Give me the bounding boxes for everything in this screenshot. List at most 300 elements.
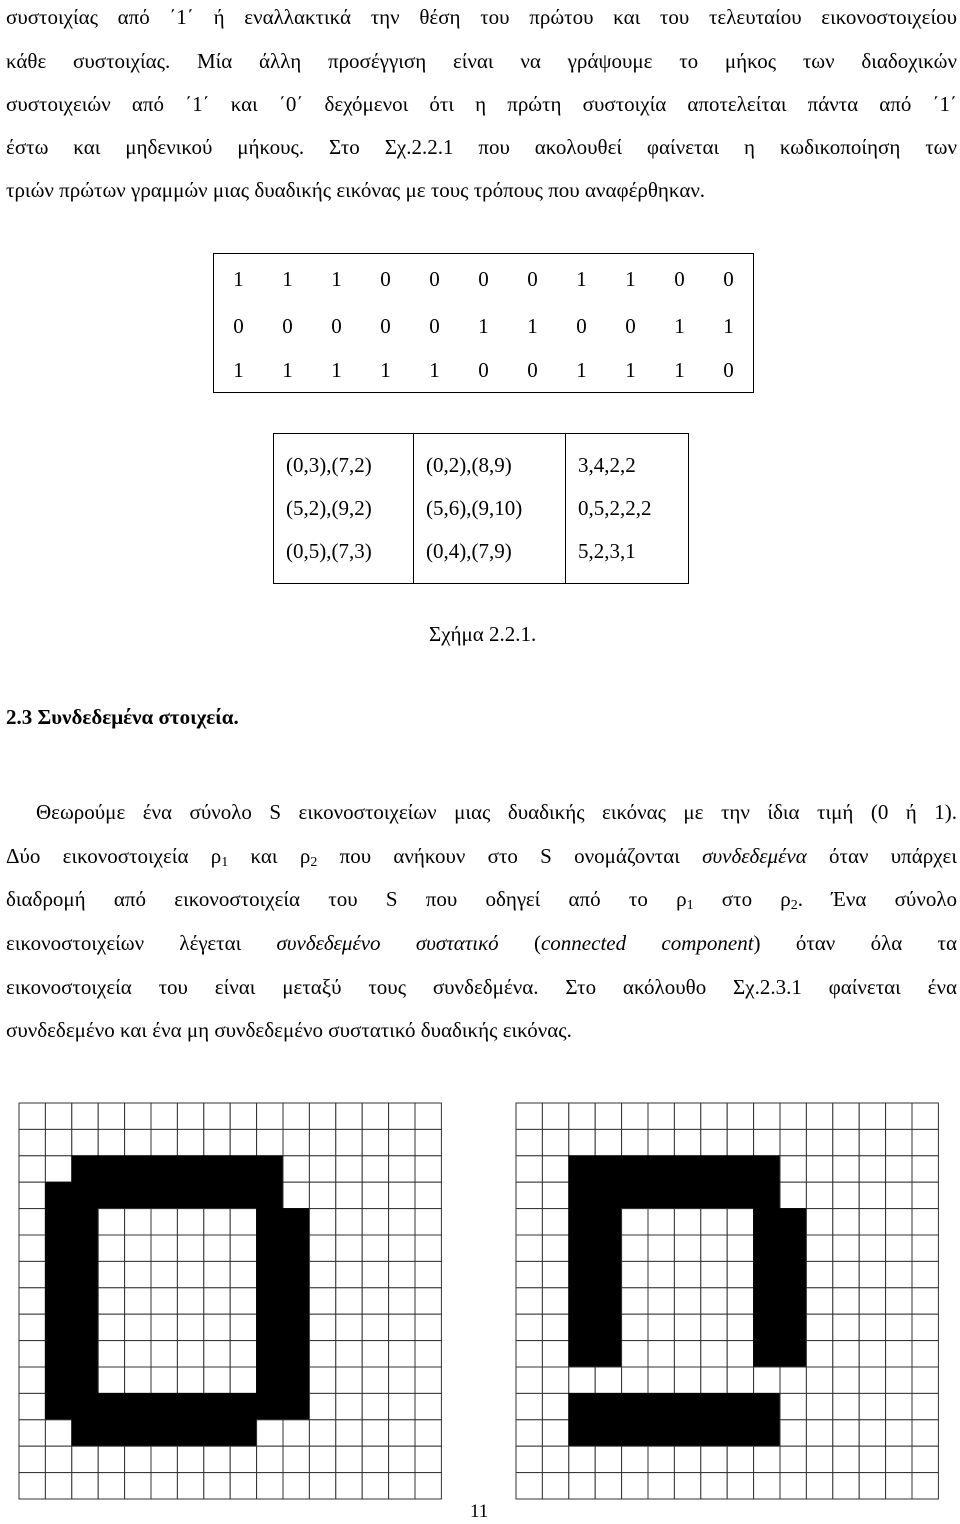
- pixel-off: [336, 1393, 362, 1419]
- pixel-on: [569, 1182, 595, 1208]
- pixel-on: [595, 1209, 621, 1235]
- pixel-off: [912, 1129, 938, 1155]
- pixel-on: [45, 1182, 71, 1208]
- pixel-off: [72, 1103, 98, 1129]
- pixel-on: [230, 1420, 256, 1446]
- bit-cell: 1: [478, 313, 489, 338]
- paragraph-2-line-6: συνδεδεμένο και ένα μη συνδεδεμένο συστατικό δυαδικής εικόνας.: [6, 1018, 572, 1042]
- pixel-on: [72, 1367, 98, 1393]
- pixel-off: [569, 1473, 595, 1499]
- pixel-off: [859, 1341, 885, 1367]
- pixel-off: [622, 1341, 648, 1367]
- pixel-off: [780, 1446, 806, 1472]
- pixel-off: [151, 1473, 177, 1499]
- pixel-off: [362, 1288, 388, 1314]
- pixel-off: [362, 1103, 388, 1129]
- pixel-off: [595, 1473, 621, 1499]
- pixel-off: [806, 1473, 832, 1499]
- encoding-cell: 3,4,2,2: [578, 453, 636, 477]
- pixel-off: [622, 1129, 648, 1155]
- pixel-off: [389, 1288, 415, 1314]
- pixel-on: [595, 1393, 621, 1419]
- pixel-on: [780, 1261, 806, 1287]
- pixel-off: [727, 1129, 753, 1155]
- pixel-off: [283, 1182, 309, 1208]
- pixel-on: [780, 1209, 806, 1235]
- pixel-off: [283, 1156, 309, 1182]
- pixel-off: [859, 1182, 885, 1208]
- pixel-off: [542, 1288, 568, 1314]
- pixel-off: [595, 1367, 621, 1393]
- pixel-off: [886, 1341, 912, 1367]
- text-run: που ανήκουν στο S ονομάζονται: [317, 844, 703, 868]
- pixel-on: [780, 1341, 806, 1367]
- pixel-on: [569, 1393, 595, 1419]
- pixel-off: [177, 1367, 203, 1393]
- pixel-off: [389, 1393, 415, 1419]
- pixel-off: [309, 1446, 335, 1472]
- pixel-on: [595, 1261, 621, 1287]
- pixel-off: [701, 1288, 727, 1314]
- pixel-on: [45, 1209, 71, 1235]
- pixel-off: [542, 1235, 568, 1261]
- pixel-off: [230, 1314, 256, 1340]
- pixel-off: [98, 1103, 124, 1129]
- pixel-off: [727, 1314, 753, 1340]
- pixel-off: [859, 1473, 885, 1499]
- pixel-off: [204, 1446, 230, 1472]
- pixel-on: [595, 1341, 621, 1367]
- pixel-off: [516, 1420, 542, 1446]
- pixel-off: [674, 1446, 700, 1472]
- pixel-off: [362, 1341, 388, 1367]
- encoding-cell: (0,2),(8,9): [426, 453, 512, 477]
- pixel-off: [204, 1288, 230, 1314]
- pixel-off: [151, 1261, 177, 1287]
- pixel-off: [309, 1261, 335, 1287]
- pixel-on: [283, 1261, 309, 1287]
- pixel-off: [569, 1367, 595, 1393]
- pixel-off: [542, 1209, 568, 1235]
- pixel-on: [754, 1156, 780, 1182]
- pixel-off: [257, 1103, 283, 1129]
- pixel-off: [622, 1473, 648, 1499]
- pixel-off: [806, 1367, 832, 1393]
- pixel-off: [780, 1367, 806, 1393]
- pixel-off: [309, 1473, 335, 1499]
- paragraph-2-line-5: εικονοστοιχεία του είναι μεταξύ τους συνδεδμένα. Στο ακόλουθο Σχ.2.3.1 φαίνεται ένα: [6, 975, 957, 999]
- encoding-cell: (0,5),(7,3): [286, 539, 372, 563]
- pixel-on: [595, 1420, 621, 1446]
- pixel-on: [257, 1367, 283, 1393]
- pixel-off: [309, 1182, 335, 1208]
- pixel-off: [542, 1182, 568, 1208]
- pixel-off: [283, 1420, 309, 1446]
- pixel-off: [45, 1420, 71, 1446]
- pixel-off: [833, 1341, 859, 1367]
- pixel-off: [19, 1341, 45, 1367]
- pixel-off: [389, 1129, 415, 1155]
- pixel-off: [859, 1261, 885, 1287]
- pixel-off: [886, 1420, 912, 1446]
- pixel-on: [151, 1420, 177, 1446]
- pixel-off: [833, 1420, 859, 1446]
- pixel-off: [886, 1209, 912, 1235]
- pixel-off: [833, 1288, 859, 1314]
- pixel-on: [230, 1393, 256, 1419]
- pixel-off: [230, 1288, 256, 1314]
- bit-cell: 0: [380, 313, 391, 338]
- pixel-off: [362, 1314, 388, 1340]
- pixel-off: [622, 1235, 648, 1261]
- pixel-off: [859, 1288, 885, 1314]
- pixel-on: [674, 1182, 700, 1208]
- pixel-off: [389, 1314, 415, 1340]
- pixel-on: [283, 1314, 309, 1340]
- pixel-off: [336, 1156, 362, 1182]
- pixel-off: [542, 1314, 568, 1340]
- pixel-off: [674, 1235, 700, 1261]
- pixel-off: [780, 1473, 806, 1499]
- bit-cell: 0: [674, 266, 685, 291]
- bit-cell: 1: [233, 266, 244, 291]
- pixel-off: [362, 1420, 388, 1446]
- pixel-on: [569, 1156, 595, 1182]
- binary-row: [214, 254, 754, 305]
- pixel-off: [362, 1473, 388, 1499]
- pixel-off: [389, 1235, 415, 1261]
- pixel-off: [309, 1288, 335, 1314]
- pixel-off: [45, 1129, 71, 1155]
- pixel-off: [806, 1341, 832, 1367]
- text-run: . Ένα σύνολο: [797, 887, 957, 911]
- pixel-on: [257, 1288, 283, 1314]
- pixel-on: [622, 1420, 648, 1446]
- pixel-on: [125, 1182, 151, 1208]
- pixel-on: [701, 1156, 727, 1182]
- pixel-off: [309, 1129, 335, 1155]
- pixel-on: [727, 1420, 753, 1446]
- pixel-on: [257, 1393, 283, 1419]
- pixel-off: [19, 1473, 45, 1499]
- bit-cell: 1: [625, 357, 636, 382]
- bit-cell: 0: [527, 266, 538, 291]
- pixel-off: [727, 1288, 753, 1314]
- pixel-off: [806, 1129, 832, 1155]
- pixel-off: [125, 1103, 151, 1129]
- pixel-on: [151, 1156, 177, 1182]
- pixel-off: [780, 1420, 806, 1446]
- pixel-off: [542, 1393, 568, 1419]
- pixel-off: [151, 1209, 177, 1235]
- pixel-off: [125, 1341, 151, 1367]
- pixel-off: [204, 1103, 230, 1129]
- encoding-cell: 0,5,2,2,2: [578, 496, 652, 520]
- pixel-off: [859, 1129, 885, 1155]
- pixel-off: [177, 1129, 203, 1155]
- paragraph-1-line-5: τριών πρώτων γραμμών μιας δυαδικής εικόνας με τους τρόπους που αναφέρθηκαν.: [6, 178, 706, 202]
- pixel-on: [257, 1209, 283, 1235]
- pixel-on: [622, 1393, 648, 1419]
- pixel-on: [569, 1209, 595, 1235]
- pixel-off: [230, 1446, 256, 1472]
- pixel-on: [283, 1341, 309, 1367]
- pixel-off: [336, 1261, 362, 1287]
- pixel-off: [389, 1341, 415, 1367]
- bit-cell: 1: [331, 357, 342, 382]
- binary-row: [214, 348, 754, 393]
- pixel-on: [72, 1393, 98, 1419]
- pixel-off: [859, 1156, 885, 1182]
- pixel-off: [45, 1156, 71, 1182]
- text-run: στο ρ: [693, 887, 791, 911]
- pixel-on: [754, 1288, 780, 1314]
- pixel-on: [151, 1182, 177, 1208]
- text-run: όταν υπάρχει: [806, 844, 957, 868]
- pixel-off: [886, 1261, 912, 1287]
- pixel-off: [516, 1446, 542, 1472]
- pixel-on: [125, 1420, 151, 1446]
- pixel-on: [569, 1235, 595, 1261]
- pixel-off: [674, 1129, 700, 1155]
- pixel-off: [257, 1473, 283, 1499]
- pixel-off: [336, 1341, 362, 1367]
- bit-cell: 1: [282, 266, 293, 291]
- pixel-off: [415, 1367, 441, 1393]
- paragraph-1-line-2: κάθε συστοιχίας. Μία άλλη προσέγγιση είναι να γράψουμε το μήκος των διαδοχικών: [6, 49, 957, 73]
- pixel-off: [389, 1182, 415, 1208]
- pixel-on: [72, 1314, 98, 1340]
- pixel-off: [912, 1393, 938, 1419]
- pixel-off: [542, 1473, 568, 1499]
- pixel-off: [859, 1103, 885, 1129]
- pixel-off: [415, 1129, 441, 1155]
- pixel-on: [177, 1420, 203, 1446]
- pixel-off: [648, 1288, 674, 1314]
- pixel-off: [19, 1129, 45, 1155]
- pixel-off: [912, 1420, 938, 1446]
- pixel-off: [309, 1393, 335, 1419]
- pixel-off: [542, 1446, 568, 1472]
- italic-term: συνδεδεμένα: [702, 844, 807, 868]
- pixel-off: [177, 1261, 203, 1287]
- pixel-off: [859, 1393, 885, 1419]
- bit-cell: 1: [331, 266, 342, 291]
- pixel-on: [754, 1261, 780, 1287]
- pixel-off: [833, 1314, 859, 1340]
- pixel-off: [336, 1420, 362, 1446]
- text-run: και ρ: [228, 844, 311, 868]
- pixel-on: [283, 1209, 309, 1235]
- pixel-on: [648, 1420, 674, 1446]
- pixel-off: [886, 1182, 912, 1208]
- pixel-off: [701, 1446, 727, 1472]
- pixel-off: [98, 1129, 124, 1155]
- pixel-off: [806, 1446, 832, 1472]
- encoding-cell: (0,3),(7,2): [286, 453, 372, 477]
- pixel-on: [595, 1156, 621, 1182]
- pixel-off: [912, 1235, 938, 1261]
- pixel-off: [542, 1367, 568, 1393]
- pixel-off: [336, 1103, 362, 1129]
- pixel-on: [674, 1393, 700, 1419]
- pixel-off: [648, 1446, 674, 1472]
- pixel-off: [516, 1209, 542, 1235]
- pixel-off: [45, 1103, 71, 1129]
- pixel-off: [19, 1235, 45, 1261]
- pixel-off: [780, 1393, 806, 1419]
- pixel-off: [309, 1235, 335, 1261]
- pixel-off: [806, 1103, 832, 1129]
- pixel-on: [569, 1288, 595, 1314]
- pixel-off: [727, 1367, 753, 1393]
- pixel-on: [727, 1182, 753, 1208]
- pixel-off: [98, 1367, 124, 1393]
- pixel-off: [230, 1261, 256, 1287]
- pixel-off: [415, 1288, 441, 1314]
- pixel-off: [19, 1103, 45, 1129]
- encoding-cell: (5,6),(9,10): [426, 496, 523, 520]
- pixel-off: [806, 1288, 832, 1314]
- paragraph-1-line-4: έστω και μηδενικού μήκους. Στο Σχ.2.2.1 που ακολουθεί φαίνεται η κωδικοποίηση των: [6, 135, 957, 159]
- pixel-off: [674, 1314, 700, 1340]
- binary-row: [214, 304, 754, 348]
- pixel-off: [177, 1446, 203, 1472]
- pixel-off: [516, 1261, 542, 1287]
- pixel-off: [98, 1473, 124, 1499]
- pixel-off: [912, 1182, 938, 1208]
- pixel-off: [389, 1446, 415, 1472]
- pixel-off: [542, 1261, 568, 1287]
- pixel-off: [283, 1103, 309, 1129]
- pixel-off: [833, 1235, 859, 1261]
- pixel-off: [622, 1314, 648, 1340]
- pixel-off: [648, 1341, 674, 1367]
- pixel-off: [151, 1367, 177, 1393]
- pixel-off: [98, 1341, 124, 1367]
- pixel-off: [754, 1129, 780, 1155]
- bit-cell: 0: [429, 266, 440, 291]
- pixel-off: [389, 1261, 415, 1287]
- pixel-off: [886, 1314, 912, 1340]
- pixel-off: [415, 1103, 441, 1129]
- pixel-off: [389, 1156, 415, 1182]
- pixel-off: [833, 1209, 859, 1235]
- bit-cell: 0: [576, 313, 587, 338]
- pixel-off: [516, 1393, 542, 1419]
- pixel-off: [806, 1235, 832, 1261]
- pixel-off: [886, 1103, 912, 1129]
- pixel-off: [542, 1103, 568, 1129]
- pixel-on: [569, 1314, 595, 1340]
- pixel-off: [912, 1209, 938, 1235]
- pixel-off: [336, 1288, 362, 1314]
- pixel-on: [727, 1156, 753, 1182]
- text-run: (: [498, 931, 541, 955]
- pixel-off: [257, 1420, 283, 1446]
- pixel-off: [177, 1288, 203, 1314]
- pixel-on: [648, 1182, 674, 1208]
- pixel-off: [177, 1473, 203, 1499]
- pixel-on: [257, 1156, 283, 1182]
- pixel-on: [72, 1261, 98, 1287]
- pixel-off: [151, 1129, 177, 1155]
- pixel-off: [622, 1209, 648, 1235]
- pixel-off: [19, 1367, 45, 1393]
- pixel-off: [516, 1129, 542, 1155]
- pixel-off: [257, 1129, 283, 1155]
- pixel-off: [98, 1288, 124, 1314]
- paragraph-2-line-1: Θεωρούμε ένα σύνολο S εικονοστοιχείων μιας δυαδικής εικόνας με την ίδια τιμή (0 ή 1).: [36, 800, 957, 824]
- bit-cell: 1: [576, 266, 587, 291]
- pixel-off: [72, 1129, 98, 1155]
- pixel-off: [230, 1103, 256, 1129]
- pixel-off: [595, 1103, 621, 1129]
- pixel-off: [886, 1473, 912, 1499]
- pixel-off: [230, 1473, 256, 1499]
- pixel-on: [45, 1367, 71, 1393]
- pixel-off: [859, 1446, 885, 1472]
- pixel-off: [98, 1446, 124, 1472]
- pixel-off: [362, 1129, 388, 1155]
- binary-rows-table: [213, 253, 754, 393]
- pixel-off: [362, 1393, 388, 1419]
- pixel-off: [362, 1261, 388, 1287]
- pixel-off: [727, 1473, 753, 1499]
- pixel-on: [283, 1235, 309, 1261]
- pixel-on: [622, 1156, 648, 1182]
- text-run: διαδρομή από εικονοστοιχεία του S που οδηγεί από το ρ: [6, 887, 687, 911]
- pixel-off: [569, 1129, 595, 1155]
- pixel-off: [204, 1314, 230, 1340]
- pixel-off: [569, 1103, 595, 1129]
- pixel-off: [542, 1420, 568, 1446]
- pixel-off: [806, 1182, 832, 1208]
- pixel-off: [177, 1341, 203, 1367]
- figure-caption: Σχήμα 2.2.1.: [429, 622, 537, 646]
- pixel-on: [701, 1393, 727, 1419]
- start-end-pairs-column: [414, 434, 566, 584]
- pixel-on: [701, 1182, 727, 1208]
- pixel-off: [833, 1446, 859, 1472]
- pixel-on: [151, 1393, 177, 1419]
- pixel-off: [125, 1235, 151, 1261]
- pixel-on: [701, 1420, 727, 1446]
- pixel-off: [648, 1367, 674, 1393]
- page-number: 11: [470, 1501, 489, 1522]
- pixel-off: [701, 1473, 727, 1499]
- pixel-off: [177, 1235, 203, 1261]
- pixel-on: [283, 1393, 309, 1419]
- pixel-off: [701, 1261, 727, 1287]
- pixel-off: [283, 1129, 309, 1155]
- pixel-off: [780, 1156, 806, 1182]
- pixel-on: [569, 1420, 595, 1446]
- pixel-off: [780, 1129, 806, 1155]
- pixel-off: [389, 1103, 415, 1129]
- text-run: εικονοστοιχείων λέγεται: [6, 931, 277, 955]
- pixel-on: [780, 1288, 806, 1314]
- pixel-on: [125, 1393, 151, 1419]
- pixel-off: [754, 1446, 780, 1472]
- pixel-off: [780, 1103, 806, 1129]
- pixel-off: [648, 1129, 674, 1155]
- pixel-on: [72, 1209, 98, 1235]
- pixel-off: [595, 1446, 621, 1472]
- pixel-off: [516, 1156, 542, 1182]
- pixel-on: [177, 1182, 203, 1208]
- pixel-on: [45, 1261, 71, 1287]
